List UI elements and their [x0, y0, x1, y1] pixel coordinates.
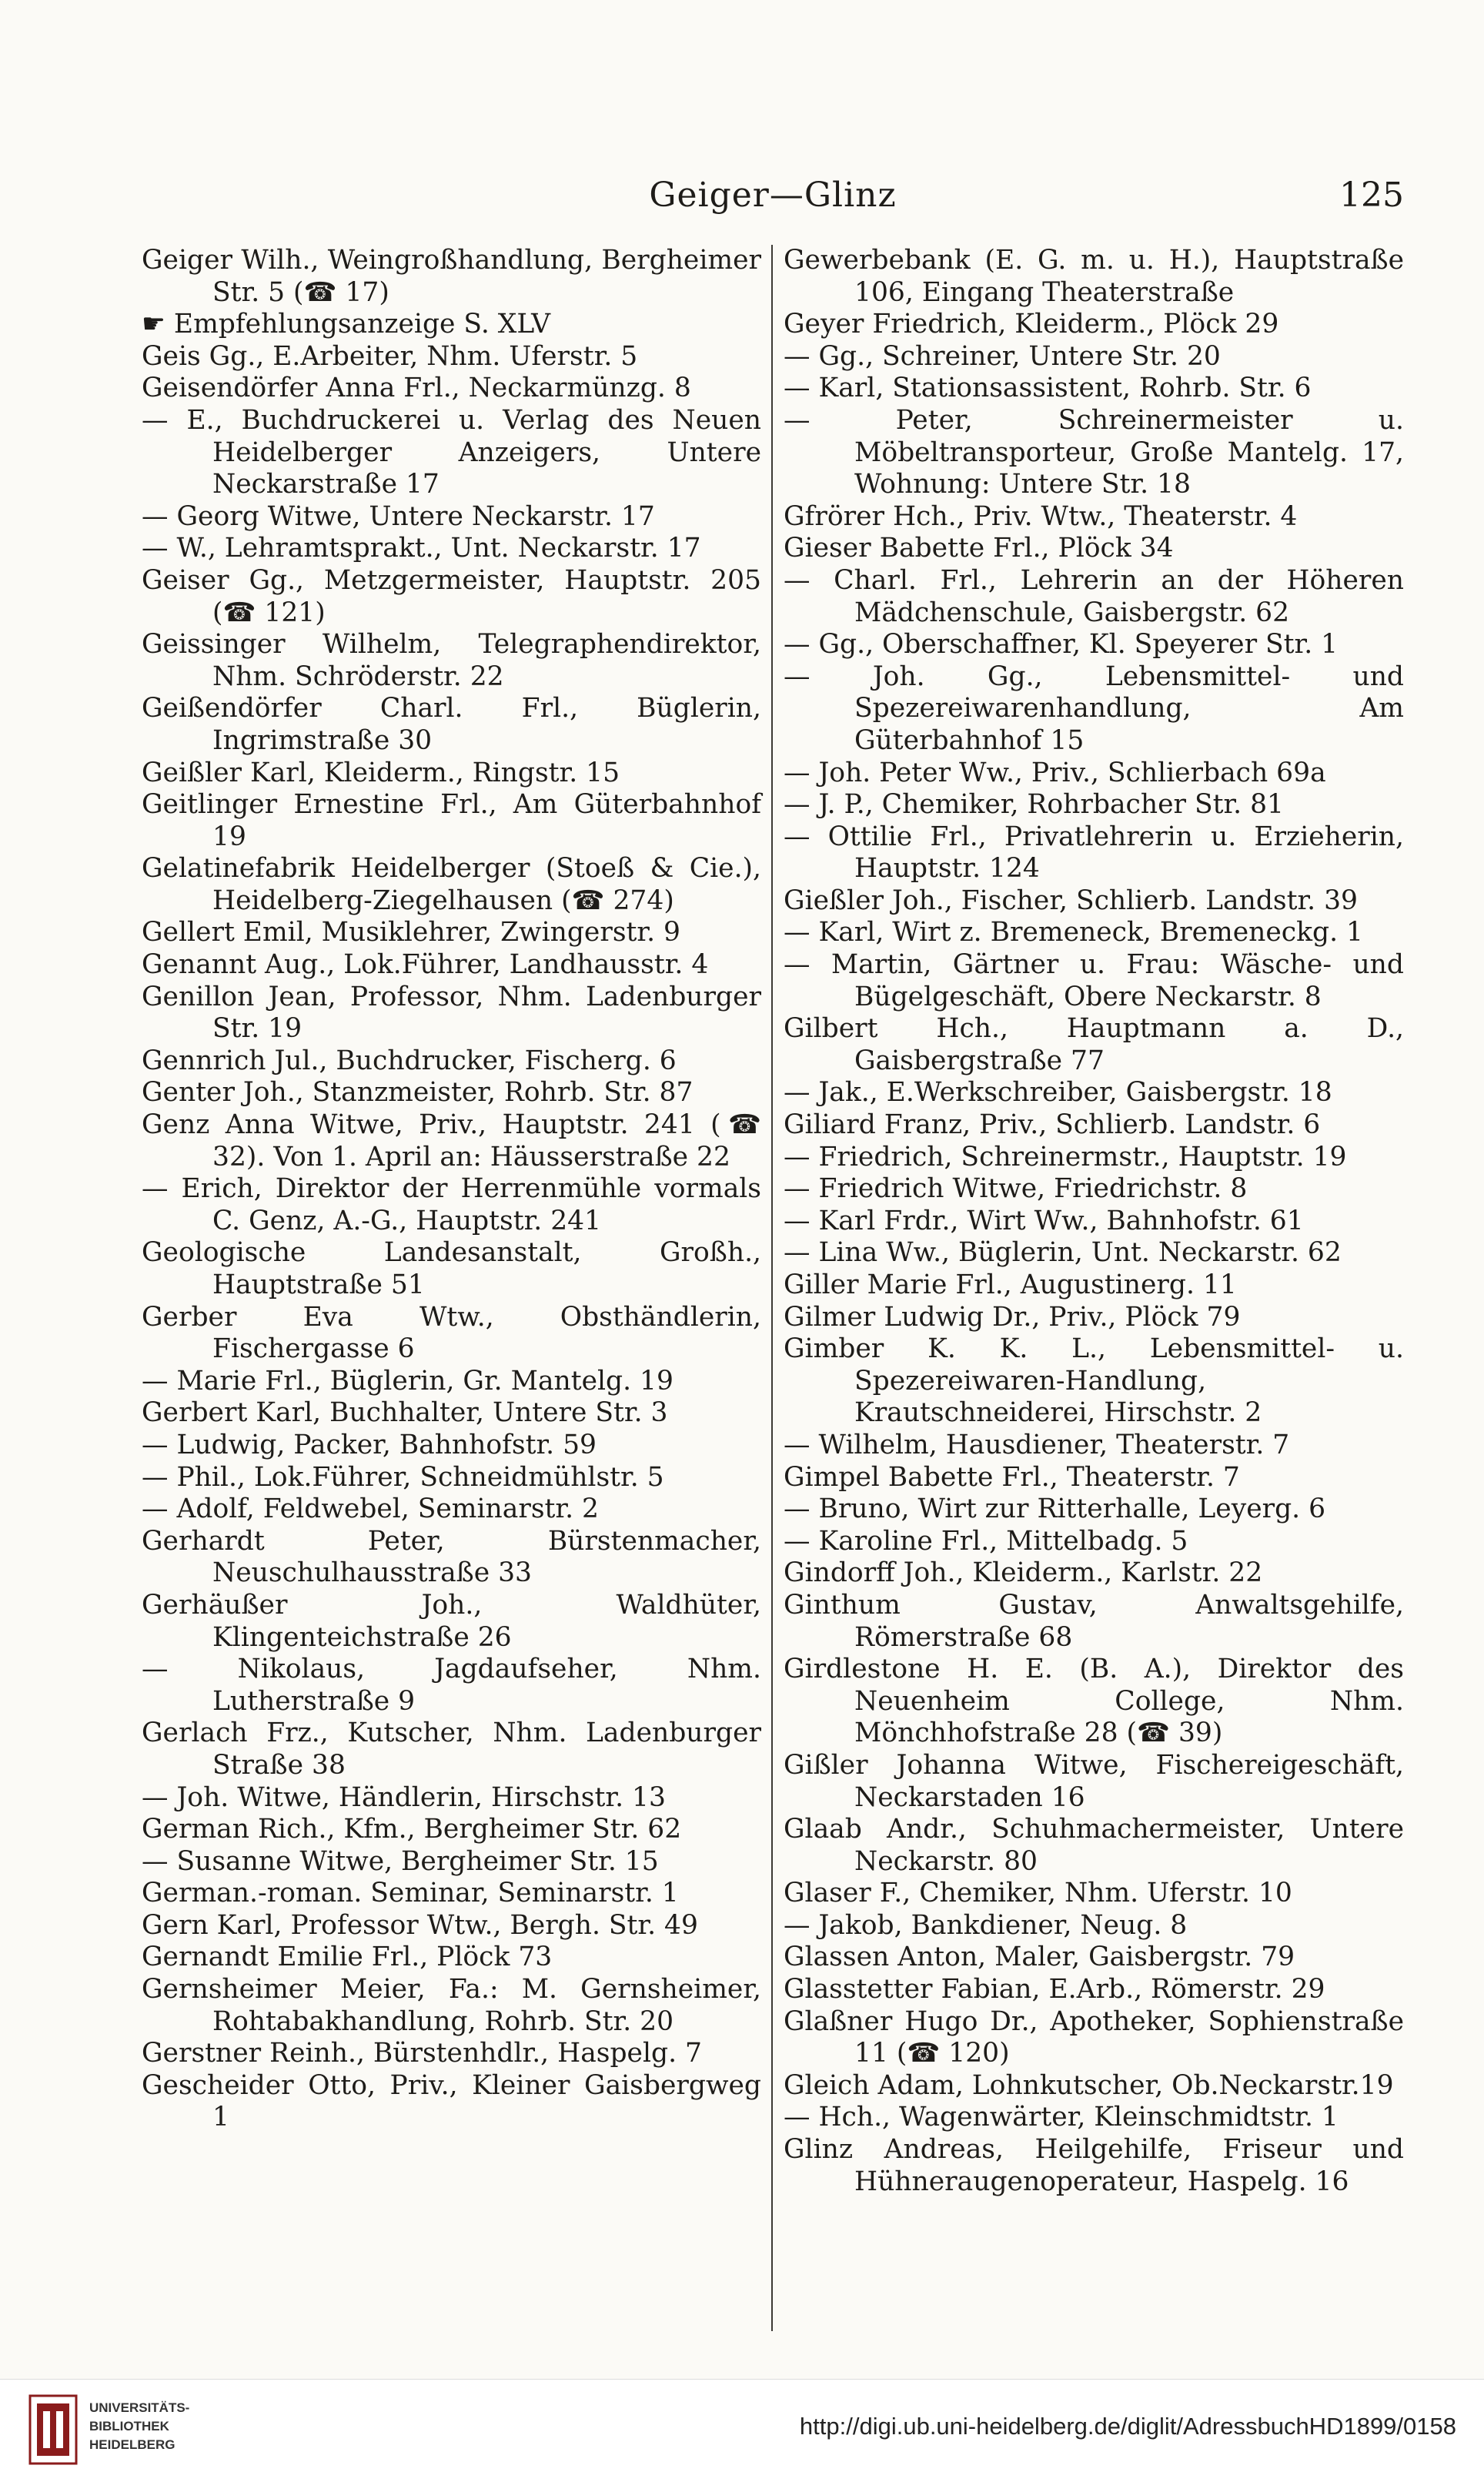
- directory-entry: Gimber K. K. L., Lebensmittel- u. Spezereiwaren-Handlung, Krautschneiderei, Hirschstr. 2: [784, 1333, 1404, 1429]
- directory-entry: — Wilhelm, Hausdiener, Theaterstr. 7: [784, 1429, 1290, 1460]
- directory-entry: — Peter, Schreinermeister u. Möbeltransporteur, Große Mantelg. 17, Wohnung: Untere Str. 18: [784, 404, 1404, 500]
- directory-entry: — Phil., Lok.Führer, Schneidmühlstr. 5: [142, 1461, 664, 1493]
- directory-entry: — Friedrich, Schreinermstr., Hauptstr. 19: [784, 1141, 1347, 1172]
- directory-entry: ☛ Empfehlungsanzeige S. XLV: [142, 309, 551, 340]
- directory-entry: — Adolf, Feldwebel, Seminarstr. 2: [142, 1494, 599, 1525]
- directory-entry: Geiser Gg., Metzgermeister, Hauptstr. 205 (☎ 121): [142, 564, 761, 628]
- directory-entry: — Georg Witwe, Untere Neckarstr. 17: [142, 500, 655, 532]
- directory-entry: Gernandt Emilie Frl., Plöck 73: [142, 1942, 553, 1973]
- directory-entry: Geis Gg., E.Arbeiter, Nhm. Uferstr. 5: [142, 340, 638, 372]
- university-seal-icon: [26, 2393, 80, 2467]
- directory-entry: — Karoline Frl., Mittelbadg. 5: [784, 1525, 1188, 1557]
- directory-entry: — Nikolaus, Jagdaufseher, Nhm. Lutherstraße 9: [142, 1654, 761, 1717]
- directory-entry: — Erich, Direktor der Herrenmühle vormals C. Genz, A.-G., Hauptstr. 241: [142, 1173, 761, 1236]
- directory-entry: — Bruno, Wirt zur Ritterhalle, Leyerg. 6: [784, 1494, 1326, 1525]
- directory-entry: Geyer Friedrich, Kleiderm., Plöck 29: [784, 309, 1279, 340]
- source-url[interactable]: http://digi.ub.uni-heidelberg.de/diglit/AdressbuchHD1899/0158: [799, 2413, 1456, 2440]
- directory-entry: Geissinger Wilhelm, Telegraphendirektor, Nhm. Schröderstr. 22: [142, 629, 761, 692]
- directory-entry: — Friedrich Witwe, Friedrichstr. 8: [784, 1173, 1248, 1205]
- directory-entry: Gieser Babette Frl., Plöck 34: [784, 533, 1174, 564]
- directory-entry: — Gg., Oberschaffner, Kl. Speyerer Str. 1: [784, 629, 1339, 661]
- directory-entry: Gerbert Karl, Buchhalter, Untere Str. 3: [142, 1397, 668, 1429]
- directory-entry: — Jakob, Bankdiener, Neug. 8: [784, 1909, 1188, 1941]
- directory-entry: Glaab Andr., Schuhmachermeister, Untere Neckarstr. 80: [784, 1814, 1404, 1877]
- directory-entry: — W., Lehramtsprakt., Unt. Neckarstr. 17: [142, 533, 701, 564]
- directory-entry: Gleich Adam, Lohnkutscher, Ob.Neckarstr.19: [784, 2069, 1394, 2101]
- directory-entry: Gießler Joh., Fischer, Schlierb. Landstr. 39: [784, 885, 1359, 916]
- column-divider: [771, 245, 773, 2331]
- directory-entry: — Joh. Peter Ww., Priv., Schlierbach 69a: [784, 757, 1326, 788]
- directory-entry: Gimpel Babette Frl., Theaterstr. 7: [784, 1461, 1240, 1493]
- directory-entry: German.-roman. Seminar, Seminarstr. 1: [142, 1878, 679, 1909]
- running-header: [142, 176, 1404, 229]
- directory-entry: — Gg., Schreiner, Untere Str. 20: [784, 340, 1221, 372]
- directory-entry: Geiger Wilh., Weingroßhandlung, Bergheimer Str. 5 (☎ 17): [142, 245, 761, 308]
- directory-entry: Gißler Johanna Witwe, Fischereigeschäft, Neckarstaden 16: [784, 1749, 1404, 1813]
- directory-entry: Gelatinefabrik Heidelberger (Stoeß & Cie.), Heidelberg-Ziegelhausen (☎ 274): [142, 853, 761, 916]
- directory-entry: — Martin, Gärtner u. Frau: Wäsche- und Bügelgeschäft, Obere Neckarstr. 8: [784, 949, 1404, 1012]
- directory-entry: — Marie Frl., Büglerin, Gr. Mantelg. 19: [142, 1365, 673, 1397]
- directory-entry: Glasstetter Fabian, E.Arb., Römerstr. 29: [784, 1974, 1325, 2005]
- directory-entry: Gilmer Ludwig Dr., Priv., Plöck 79: [784, 1301, 1241, 1333]
- directory-entry: — Joh. Witwe, Händlerin, Hirschstr. 13: [142, 1781, 666, 1813]
- directory-entry: Giliard Franz, Priv., Schlierb. Landstr. 6: [784, 1109, 1321, 1141]
- left-column: [142, 245, 761, 2134]
- directory-entry: Gewerbebank (E. G. m. u. H.), Hauptstraße 106, Eingang Theaterstraße: [784, 245, 1404, 308]
- directory-entry: Gernsheimer Meier, Fa.: M. Gernsheimer, Rohtabakhandlung, Rohrb. Str. 20: [142, 1974, 761, 2037]
- directory-entry: — J. P., Chemiker, Rohrbacher Str. 81: [784, 789, 1284, 821]
- directory-entry: Glaßner Hugo Dr., Apotheker, Sophienstraße 11 (☎ 120): [784, 2005, 1404, 2069]
- directory-entry: Gescheider Otto, Priv., Kleiner Gaisbergweg 1: [142, 2069, 761, 2133]
- directory-entry: Gellert Emil, Musiklehrer, Zwingerstr. 9: [142, 917, 680, 948]
- directory-entry: Genillon Jean, Professor, Nhm. Ladenburger Str. 19: [142, 981, 761, 1045]
- directory-entry: German Rich., Kfm., Bergheimer Str. 62: [142, 1814, 682, 1845]
- directory-entry: Girdlestone H. E. (B. A.), Direktor des Neuenheim College, Nhm. Mönchhofstraße 28 (☎ 39): [784, 1654, 1404, 1749]
- directory-entry: Glaser F., Chemiker, Nhm. Uferstr. 10: [784, 1878, 1292, 1909]
- directory-entry: Glinz Andreas, Heilgehilfe, Friseur und Hühneraugenoperateur, Haspelg. 16: [784, 2134, 1404, 2197]
- directory-entry: Geisendörfer Anna Frl., Neckarmünzg. 8: [142, 373, 691, 404]
- running-head-title: Geiger—Glinz: [649, 176, 897, 215]
- directory-entry: Gindorff Joh., Kleiderm., Karlstr. 22: [784, 1557, 1263, 1589]
- institution-name: [89, 2399, 189, 2454]
- directory-entry: — Hch., Wagenwärter, Kleinschmidtstr. 1: [784, 2102, 1339, 2133]
- directory-entry: Geißendörfer Charl. Frl., Büglerin, Ingrimstraße 30: [142, 693, 761, 756]
- institution-line: BIBLIOTHEK: [89, 2419, 169, 2433]
- directory-entry: — Lina Ww., Büglerin, Unt. Neckarstr. 62: [784, 1237, 1342, 1269]
- directory-entry: Gerhäußer Joh., Waldhüter, Klingenteichstraße 26: [142, 1589, 761, 1653]
- institution-line: UNIVERSITÄTS-: [89, 2400, 190, 2415]
- directory-entry: Glassen Anton, Maler, Gaisbergstr. 79: [784, 1942, 1295, 1973]
- directory-entry: Gennrich Jul., Buchdrucker, Fischerg. 6: [142, 1045, 677, 1076]
- right-column: [784, 245, 1404, 2198]
- directory-entry: Gerlach Frz., Kutscher, Nhm. Ladenburger Straße 38: [142, 1718, 761, 1781]
- directory-entry: Ginthum Gustav, Anwaltsgehilfe, Römerstraße 68: [784, 1589, 1404, 1653]
- directory-entry: — Susanne Witwe, Bergheimer Str. 15: [142, 1845, 659, 1877]
- directory-entry: — Ottilie Frl., Privatlehrerin u. Erzieherin, Hauptstr. 124: [784, 821, 1404, 885]
- directory-entry: Gerhardt Peter, Bürstenmacher, Neuschulhausstraße 33: [142, 1525, 761, 1589]
- directory-entry: Genz Anna Witwe, Priv., Hauptstr. 241 (☎ 32). Von 1. April an: Häusserstraße 22: [142, 1109, 761, 1172]
- directory-entry: — E., Buchdruckerei u. Verlag des Neuen Heidelberger Anzeigers, Untere Neckarstraße 17: [142, 404, 761, 500]
- directory-entry: Genannt Aug., Lok.Führer, Landhausstr. 4: [142, 949, 709, 981]
- directory-entry: Geitlinger Ernestine Frl., Am Güterbahnhof 19: [142, 789, 761, 852]
- directory-entry: Geißler Karl, Kleiderm., Ringstr. 15: [142, 757, 620, 788]
- institution-line: HEIDELBERG: [89, 2437, 175, 2452]
- directory-entry: — Jak., E.Werkschreiber, Gaisbergstr. 18: [784, 1077, 1332, 1109]
- directory-entry: — Charl. Frl., Lehrerin an der Höheren Mädchenschule, Gaisbergstr. 62: [784, 564, 1404, 628]
- directory-entry: Gilbert Hch., Hauptmann a. D., Gaisbergstraße 77: [784, 1013, 1404, 1076]
- page-number: 125: [1339, 176, 1404, 215]
- directory-entry: Gern Karl, Professor Wtw., Bergh. Str. 49: [142, 1909, 698, 1941]
- directory-entry: Gfrörer Hch., Priv. Wtw., Theaterstr. 4: [784, 500, 1298, 532]
- directory-entry: — Karl, Stationsassistent, Rohrb. Str. 6: [784, 373, 1312, 404]
- directory-entry: Gerstner Reinh., Bürstenhdlr., Haspelg. 7: [142, 2038, 702, 2069]
- directory-entry: — Joh. Gg., Lebensmittel- und Spezereiwarenhandlung, Am Güterbahnhof 15: [784, 661, 1404, 756]
- directory-entry: — Ludwig, Packer, Bahnhofstr. 59: [142, 1429, 597, 1460]
- directory-entry: — Karl Frdr., Wirt Ww., Bahnhofstr. 61: [784, 1205, 1304, 1236]
- directory-entry: Genter Joh., Stanzmeister, Rohrb. Str. 87: [142, 1077, 694, 1109]
- directory-entry: — Karl, Wirt z. Bremeneck, Bremeneckg. 1: [784, 917, 1364, 948]
- directory-entry: Geologische Landesanstalt, Großh., Hauptstraße 51: [142, 1237, 761, 1300]
- directory-entry: Giller Marie Frl., Augustinerg. 11: [784, 1269, 1237, 1300]
- directory-entry: Gerber Eva Wtw., Obsthändlerin, Fischergasse 6: [142, 1301, 761, 1365]
